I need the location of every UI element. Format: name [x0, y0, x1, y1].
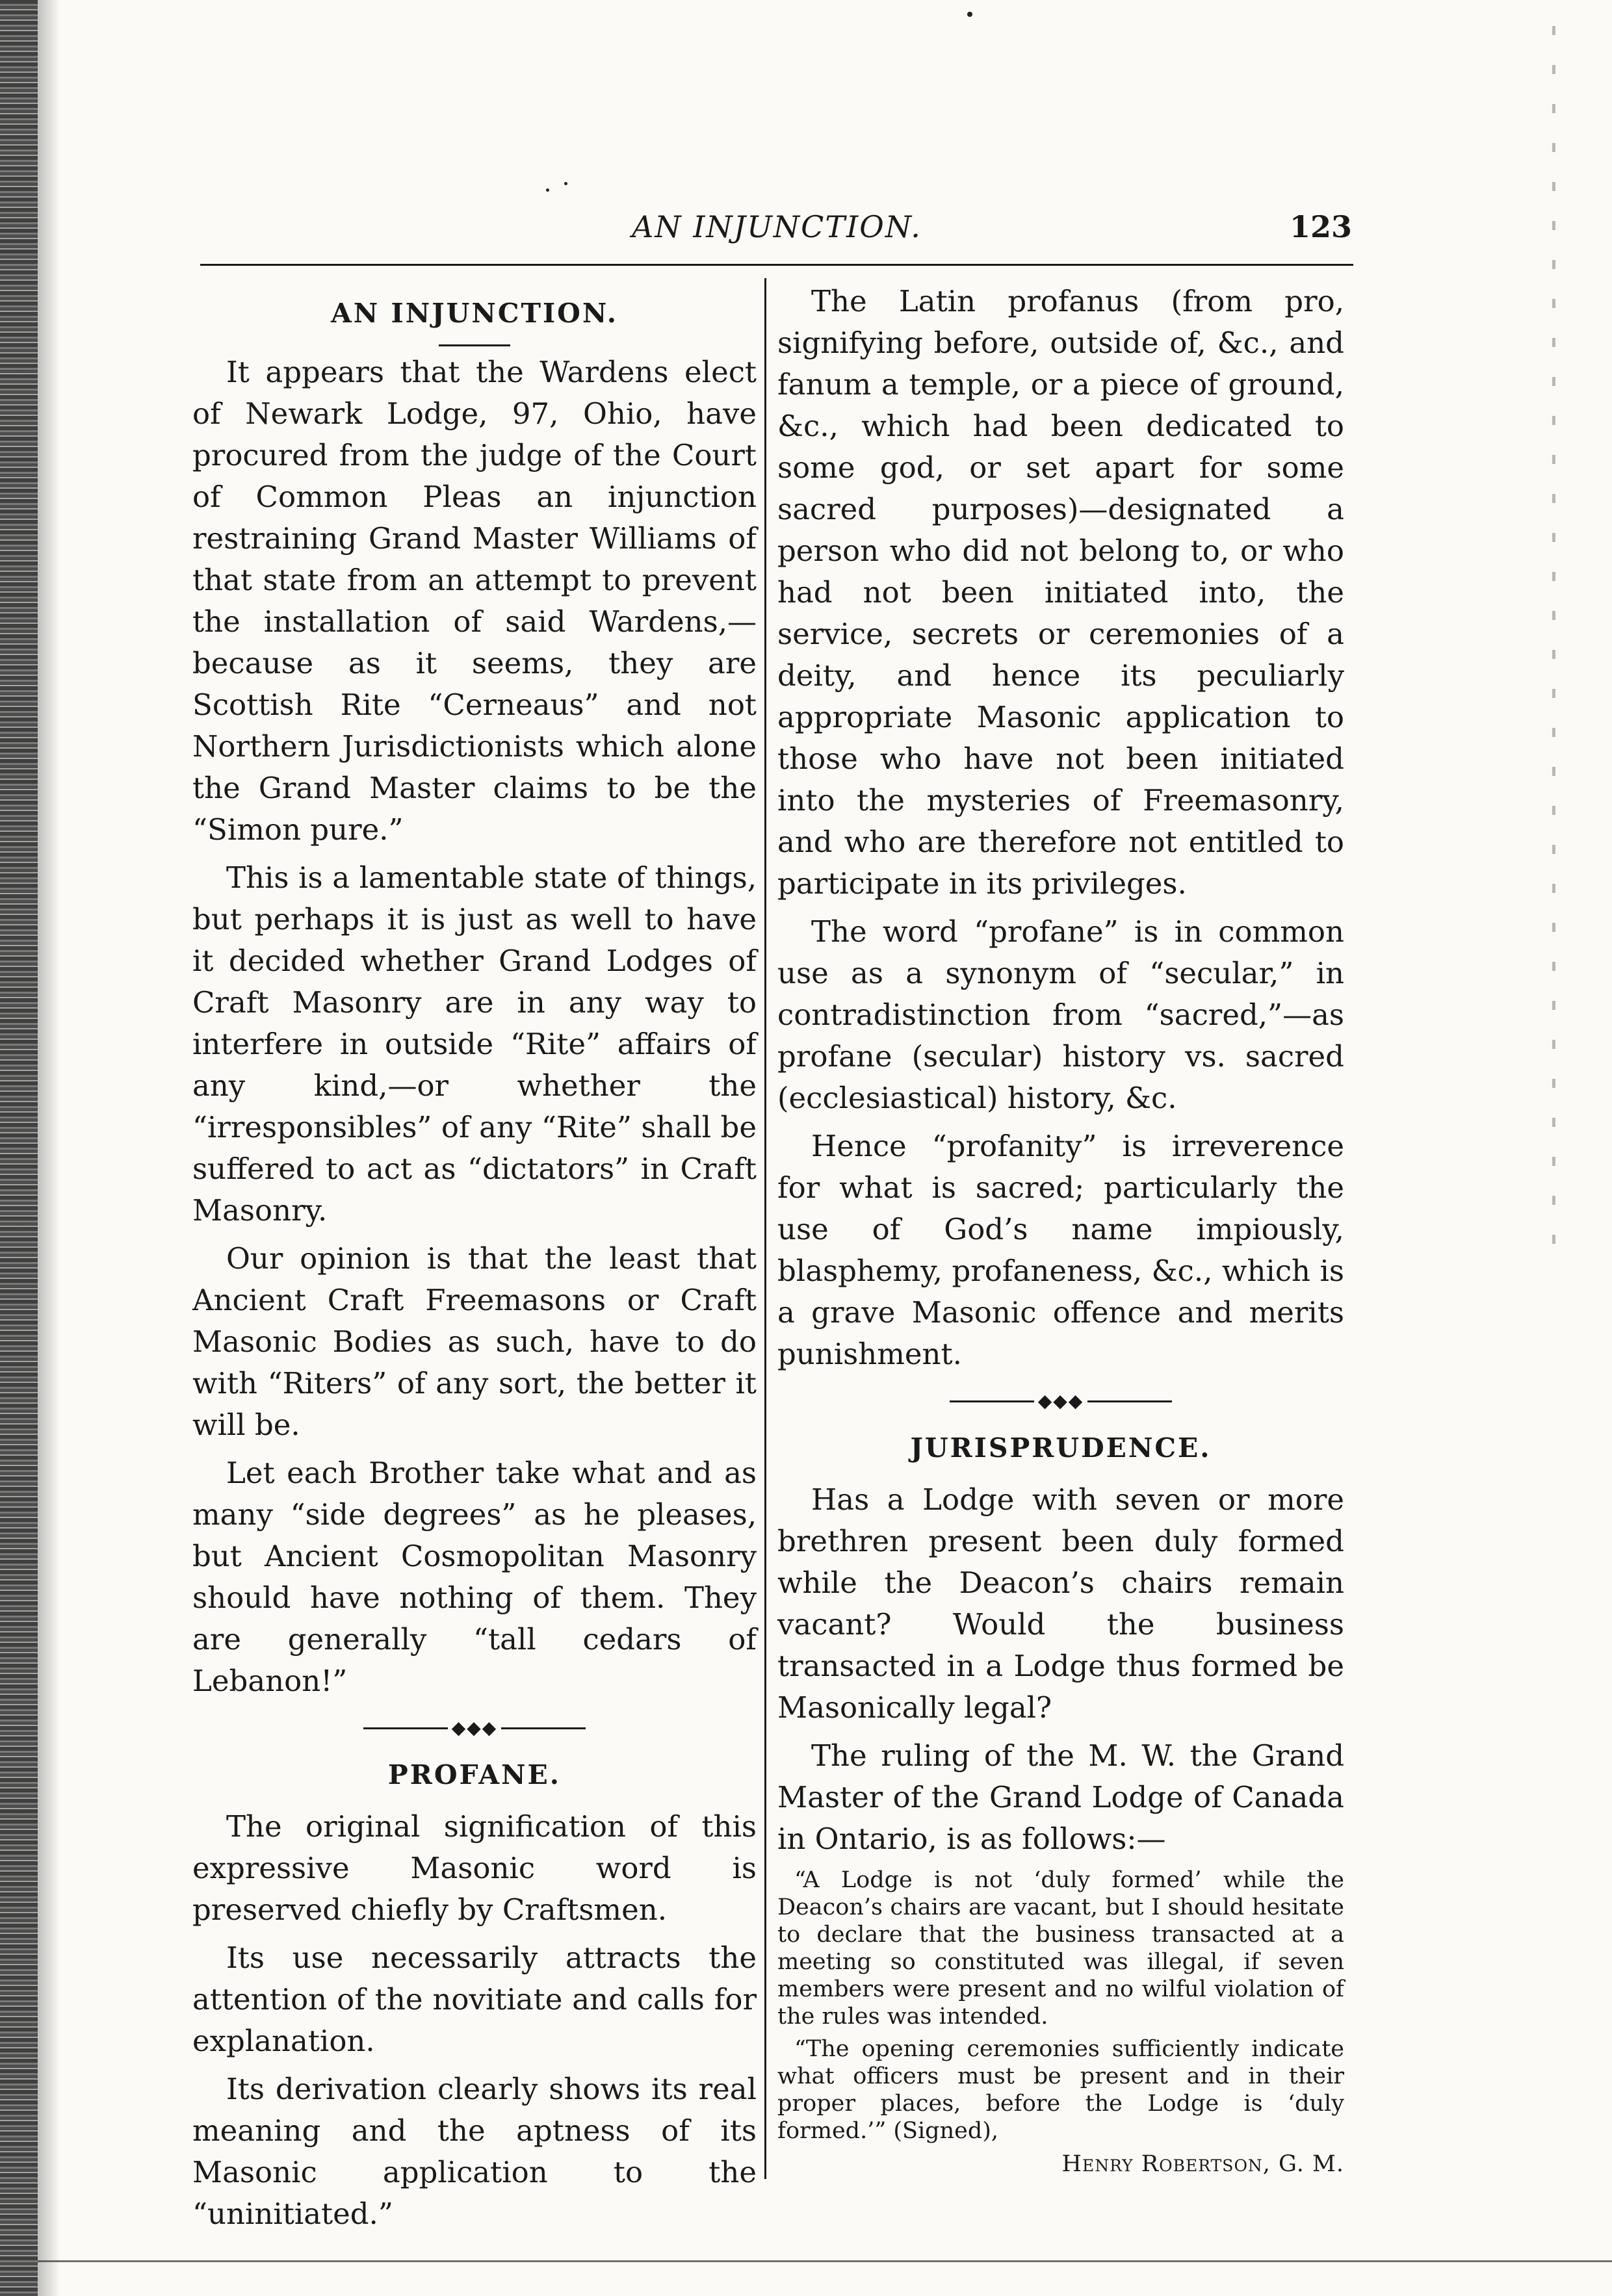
section-divider — [777, 1392, 1344, 1410]
scan-speck — [546, 188, 549, 192]
article-paragraph: Its derivation clearly shows its real meaning and the aptness of its Masonic application to the “uninitiated.” — [192, 2072, 757, 2231]
section-divider — [192, 1719, 757, 1737]
article-paragraph: Hence “profanity” is irreverence for what is sacred; particularly the use of God’s name impiously, blasphemy, profaneness, &c., which is a grave Masonic offence and merits punishment. — [777, 1129, 1344, 1371]
right-column — [777, 281, 1344, 2198]
article-paragraph: The ruling of the M. W. the Grand Master of the Grand Lodge of Canada in Ontario, is as follows:— — [777, 1738, 1344, 1856]
article-paragraph: The word “profane” is in common use as a synonym of “secular,” in contradistinction from “sacred,”—as profane (secular) history vs. sacred (ecclesiastical) history, &c. — [777, 914, 1344, 1115]
heading-rule — [439, 344, 510, 346]
article-paragraph: The original signification of this expressive Masonic word is preserved chiefly by Craftsmen. — [192, 1809, 757, 1927]
article-heading: JURISPRUDENCE. — [910, 1432, 1212, 1464]
page-number: 123 — [1289, 209, 1352, 244]
scan-speck — [967, 12, 972, 17]
article-paragraph: The Latin profanus (from pro, signifying before, outside of, &c., and fanum a temple, or a piece of ground, &c., which had been dedicated to some god, or set apart for some sacred purposes)—designated a person who did not belong to, or who had not been initiated into, the service, secrets or ceremonies of a deity, and hence its peculiarly appropriate Masonic application to those who have not been initiated into the mysteries of Freemasonry, and who are therefore not entitled to participate in its privileges. — [777, 284, 1344, 901]
signature: Henry Robertson, G. M. — [1061, 2151, 1344, 2177]
ruling-quote: “The opening ceremonies sufficiently indicate what officers must be present and in their proper places, before the Lodge is ‘duly formed.’” (Signed), — [777, 2036, 1344, 2144]
article-paragraph: Our opinion is that the least that Ancient Craft Freemasons or Craft Masonic Bodies as such, have to do with “Riters” of any sort, the better it will be. — [192, 1241, 757, 1442]
article-paragraph: Let each Brother take what and as many “side degrees” as he pleases, but Ancient Cosmopolitan Masonry should have nothing of them. They are generally “tall cedars of Lebanon!” — [192, 1456, 757, 1698]
article-paragraph: It appears that the Wardens elect of Newark Lodge, 97, Ohio, have procured from the judge of the Court of Common Pleas an injunction restraining Grand Master Williams of that state from an attempt to prevent the installation of said Wardens,—because as it seems, they are Scottish Rite “Cerneaus” and not Northern Jurisdictionists which alone the Grand Master claims to be the “Simon pure.” — [192, 355, 757, 847]
page-edge-shadow — [0, 0, 38, 2296]
header-rule — [200, 264, 1353, 266]
divider-ornament: ◆◆◆ — [1037, 1390, 1084, 1412]
article-heading: AN INJUNCTION. — [330, 298, 618, 329]
page-edge-fade — [38, 0, 60, 2296]
article-jurisprudence — [777, 1430, 1344, 2178]
left-column — [192, 281, 757, 2231]
scan-noise-right — [1552, 26, 1555, 1261]
running-head — [202, 209, 1352, 252]
scan-speck — [564, 182, 567, 185]
article-paragraph: Its use necessarily attracts the attention of the novitiate and calls for explanation. — [192, 1941, 757, 2058]
page-bottom-edge — [38, 2260, 1612, 2262]
article-heading: PROFANE. — [387, 1759, 562, 1790]
article-profane-continued — [777, 281, 1344, 1375]
article-paragraph: Has a Lodge with seven or more brethren present been duly formed while the Deacon’s chairs remain vacant? Would the business transacted in a Lodge thus formed be Masonically legal? — [777, 1482, 1344, 1725]
ruling-quote: “A Lodge is not ‘duly formed’ while the Deacon’s chairs are vacant, but I should hesitate to declare that the business transacted at a meeting so constituted was illegal, if seven members were present and no wilful violation of the rules was intended. — [777, 1867, 1344, 2030]
divider-ornament: ◆◆◆ — [451, 1717, 498, 1738]
article-paragraph: This is a lamentable state of things, but perhaps it is just as well to have it decided whether Grand Lodges of Craft Masonry are in any way to interfere in outside “Rite” affairs of any kind,—or whether the “irresponsibles” of any “Rite” shall be suffered to act as “dictators” in Craft Masonry. — [192, 860, 757, 1228]
running-head-title: AN INJUNCTION. — [632, 209, 922, 244]
article-profane — [192, 1757, 757, 2235]
column-rule — [764, 278, 766, 2179]
article-injunction — [192, 295, 757, 1702]
